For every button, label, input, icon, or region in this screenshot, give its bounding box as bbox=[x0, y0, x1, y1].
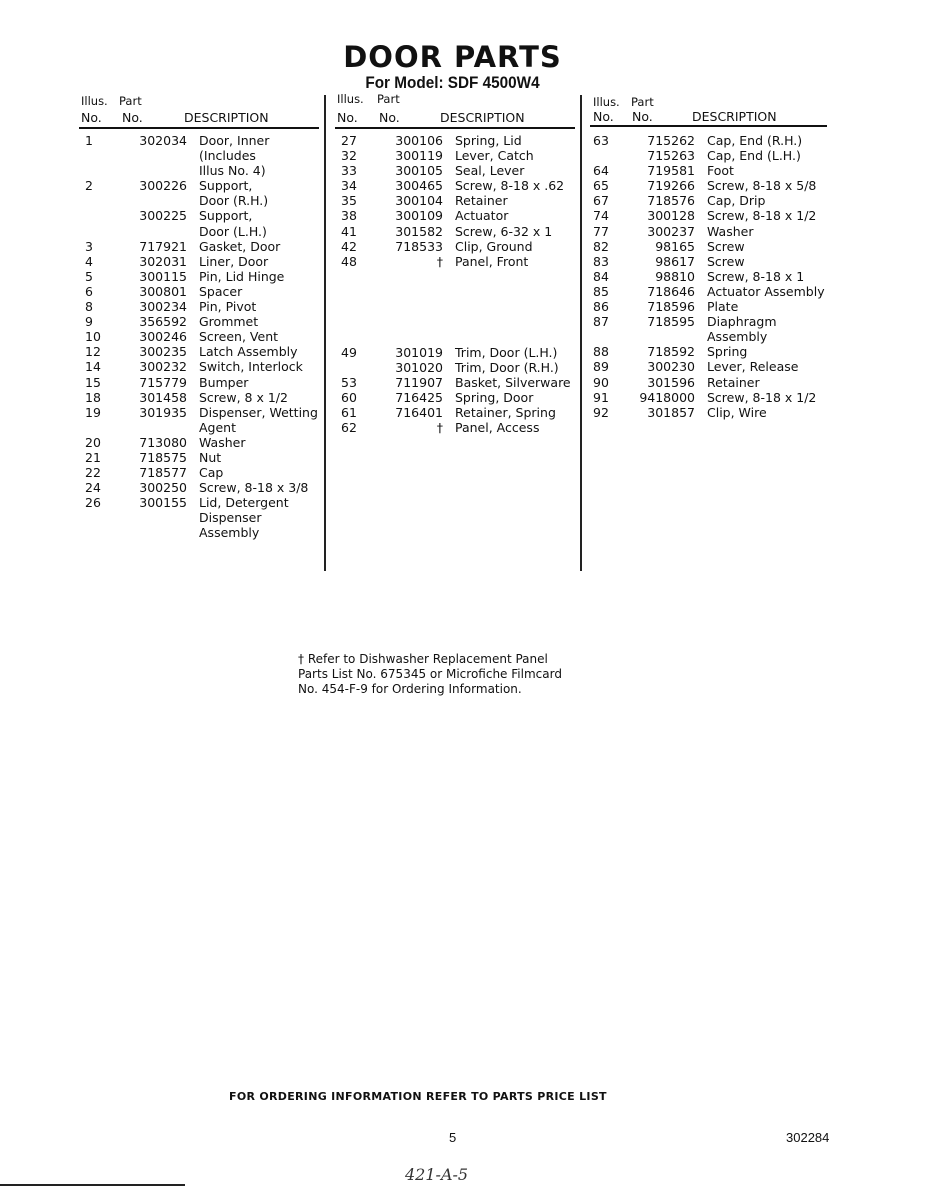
illus-number: 2 bbox=[85, 178, 93, 194]
part-number: 718576 bbox=[647, 193, 695, 209]
part-row bbox=[85, 450, 325, 465]
part-number: 300105 bbox=[395, 163, 443, 179]
part-row bbox=[593, 359, 833, 374]
part-row bbox=[85, 390, 325, 405]
illus-number: 18 bbox=[85, 389, 101, 405]
illus-number: 24 bbox=[85, 480, 101, 496]
part-number: 300465 bbox=[395, 178, 443, 194]
illus-number: 89 bbox=[593, 359, 609, 375]
illus-number: 12 bbox=[85, 344, 101, 360]
part-description: Door, Inner (Includes Illus No. 4) bbox=[199, 133, 270, 179]
illus-number: 61 bbox=[341, 405, 357, 421]
part-no-label: No. bbox=[122, 110, 143, 125]
no-label: No. bbox=[593, 109, 614, 124]
page-title: DOOR PARTS bbox=[343, 40, 562, 74]
part-number: 718646 bbox=[647, 283, 695, 299]
part-description: Lever, Catch bbox=[455, 148, 534, 164]
part-description: Actuator Assembly bbox=[707, 283, 825, 299]
part-description: Latch Assembly bbox=[199, 344, 298, 360]
part-number: 301857 bbox=[647, 404, 695, 420]
part-description: Spacer bbox=[199, 283, 243, 299]
part-row bbox=[593, 314, 833, 344]
part-description: Actuator bbox=[455, 208, 509, 224]
part-number: 98617 bbox=[655, 253, 695, 269]
part-number: 300237 bbox=[647, 223, 695, 239]
part-number: 300128 bbox=[647, 208, 695, 224]
part-description: Cap, End (L.H.) bbox=[707, 148, 801, 164]
part-row bbox=[593, 148, 833, 163]
illus-number: 77 bbox=[593, 223, 609, 239]
part-row bbox=[593, 163, 833, 178]
part-description: Nut bbox=[199, 449, 222, 465]
illus-number: 83 bbox=[593, 253, 609, 269]
illus-number: 20 bbox=[85, 434, 101, 450]
part-number: 300801 bbox=[139, 283, 187, 299]
illus-number: 63 bbox=[593, 133, 609, 148]
illus-number: 8 bbox=[85, 299, 93, 315]
no-label: No. bbox=[337, 110, 358, 125]
part-no-label: No. bbox=[379, 110, 400, 125]
part-number: 300115 bbox=[139, 268, 187, 284]
part-row bbox=[593, 405, 833, 420]
part-row bbox=[341, 375, 581, 390]
illus-number: 84 bbox=[593, 268, 609, 284]
part-number: 711907 bbox=[395, 375, 443, 391]
part-row bbox=[85, 314, 325, 329]
part-description: Support, Door (R.H.) bbox=[199, 178, 269, 209]
part-description: Liner, Door bbox=[199, 253, 269, 269]
part-number: 300225 bbox=[139, 208, 187, 224]
part-row bbox=[341, 224, 581, 239]
illus-number: 88 bbox=[593, 344, 609, 360]
header-rule bbox=[590, 125, 827, 127]
illus-number: 87 bbox=[593, 314, 609, 330]
illus-number: 38 bbox=[341, 208, 357, 224]
part-description: Diaphragm Assembly bbox=[707, 314, 777, 345]
model-subtitle: For Model: SDF 4500W4 bbox=[365, 73, 540, 92]
illus-number: 4 bbox=[85, 253, 93, 269]
part-number: 718575 bbox=[139, 449, 187, 465]
illus-number: 67 bbox=[593, 193, 609, 209]
part-number: 300246 bbox=[139, 329, 187, 345]
part-row bbox=[85, 208, 325, 238]
part-number: 356592 bbox=[139, 314, 187, 330]
illus-number: 5 bbox=[85, 268, 93, 284]
part-description: Grommet bbox=[199, 314, 259, 330]
ordering-note: FOR ORDERING INFORMATION REFER TO PARTS PRICE LIST bbox=[229, 1090, 607, 1103]
part-row bbox=[341, 390, 581, 405]
part-number: 718533 bbox=[395, 238, 443, 254]
part-description: Screw, 8-18 x 1/2 bbox=[707, 389, 817, 405]
part-description: Panel, Access bbox=[455, 420, 540, 436]
description-label: DESCRIPTION bbox=[184, 110, 269, 125]
part-number: 715263 bbox=[647, 148, 695, 164]
part-label: Part bbox=[377, 92, 400, 106]
part-description: Seal, Lever bbox=[455, 163, 525, 179]
part-description: Screw, 8-18 x 1 bbox=[707, 268, 805, 284]
part-row bbox=[593, 269, 833, 284]
part-number: 715779 bbox=[139, 374, 187, 390]
part-number: 713080 bbox=[139, 434, 187, 450]
part-number: 716401 bbox=[395, 405, 443, 421]
part-number: 715262 bbox=[647, 133, 695, 148]
part-row bbox=[593, 239, 833, 254]
illus-number: 48 bbox=[341, 253, 357, 269]
part-number: 716425 bbox=[395, 390, 443, 406]
part-number: 301019 bbox=[395, 345, 443, 360]
part-row bbox=[593, 133, 833, 148]
part-description: Panel, Front bbox=[455, 253, 529, 269]
part-row bbox=[85, 435, 325, 450]
part-row bbox=[341, 405, 581, 420]
illus-number: 33 bbox=[341, 163, 357, 179]
part-row bbox=[341, 254, 581, 269]
part-description: Trim, Door (L.H.) bbox=[455, 345, 558, 360]
part-number: 718577 bbox=[139, 465, 187, 481]
part-row bbox=[341, 193, 581, 208]
part-row bbox=[85, 344, 325, 359]
illus-number: 3 bbox=[85, 238, 93, 254]
part-number: 98165 bbox=[655, 238, 695, 254]
part-number: † bbox=[436, 420, 443, 436]
part-number: † bbox=[436, 253, 443, 269]
part-number: 98810 bbox=[655, 268, 695, 284]
part-number: 302031 bbox=[139, 253, 187, 269]
part-row bbox=[341, 148, 581, 163]
part-row bbox=[593, 224, 833, 239]
part-number: 300232 bbox=[139, 359, 187, 375]
part-row bbox=[341, 133, 581, 148]
part-row bbox=[593, 390, 833, 405]
part-description: Bumper bbox=[199, 374, 249, 390]
part-description: Washer bbox=[199, 434, 246, 450]
illus-number: 65 bbox=[593, 178, 609, 194]
part-description: Support, Door (L.H.) bbox=[199, 208, 267, 239]
part-description: Screw bbox=[707, 253, 745, 269]
part-row bbox=[85, 133, 325, 178]
part-row bbox=[341, 239, 581, 254]
part-row bbox=[85, 480, 325, 495]
part-number: 302034 bbox=[139, 133, 187, 148]
illus-number: 21 bbox=[85, 449, 101, 465]
part-number: 718596 bbox=[647, 299, 695, 315]
scan-artifact-line bbox=[0, 1184, 185, 1186]
illus-number: 64 bbox=[593, 163, 609, 179]
illus-number: 41 bbox=[341, 223, 357, 239]
part-description: Gasket, Door bbox=[199, 238, 281, 254]
parts-list-column-1 bbox=[85, 133, 325, 541]
illus-number: 90 bbox=[593, 374, 609, 390]
part-number: 300109 bbox=[395, 208, 443, 224]
parts-list-column-2-lower bbox=[341, 345, 581, 436]
part-row bbox=[85, 495, 325, 540]
no-label: No. bbox=[81, 110, 102, 125]
part-number: 301020 bbox=[395, 360, 443, 376]
part-description: Screw, 8-18 x 1/2 bbox=[707, 208, 817, 224]
parts-list-column-2 bbox=[341, 133, 581, 269]
illus-number: 32 bbox=[341, 148, 357, 164]
illus-number: 91 bbox=[593, 389, 609, 405]
part-row bbox=[593, 254, 833, 269]
part-description: Screw, 6-32 x 1 bbox=[455, 223, 553, 239]
panel-footnote: † Refer to Dishwasher Replacement Panel Parts List No. 675345 or Microfiche Filmcard No. 454-F-9 for Ordering Information. bbox=[298, 652, 562, 697]
part-description: Screw, 8-18 x 3/8 bbox=[199, 480, 309, 496]
part-row bbox=[85, 405, 325, 435]
part-description: Screw, 8 x 1/2 bbox=[199, 389, 288, 405]
part-row bbox=[593, 208, 833, 223]
part-number: 300250 bbox=[139, 480, 187, 496]
header-rule bbox=[335, 127, 575, 129]
part-description: Clip, Ground bbox=[455, 238, 533, 254]
illus-label: Illus. bbox=[593, 95, 620, 109]
illus-number: 53 bbox=[341, 375, 357, 391]
part-description: Cap, End (R.H.) bbox=[707, 133, 803, 148]
illus-number: 10 bbox=[85, 329, 101, 345]
part-row bbox=[341, 420, 581, 435]
illus-number: 60 bbox=[341, 390, 357, 406]
illus-number: 9 bbox=[85, 314, 93, 330]
part-row bbox=[593, 299, 833, 314]
illus-number: 86 bbox=[593, 299, 609, 315]
illus-number: 1 bbox=[85, 133, 93, 148]
part-description: Spring, Door bbox=[455, 390, 534, 406]
description-label: DESCRIPTION bbox=[692, 109, 777, 124]
part-number: 301458 bbox=[139, 389, 187, 405]
part-description: Spring bbox=[707, 344, 748, 360]
part-row bbox=[85, 375, 325, 390]
part-number: 719581 bbox=[647, 163, 695, 179]
part-row bbox=[85, 299, 325, 314]
illus-number: 49 bbox=[341, 345, 357, 360]
handwritten-note: 421-A-5 bbox=[405, 1165, 469, 1184]
illus-number: 34 bbox=[341, 178, 357, 194]
part-row bbox=[85, 465, 325, 480]
part-row bbox=[593, 284, 833, 299]
document-number: 302284 bbox=[786, 1130, 830, 1145]
header-rule bbox=[79, 127, 319, 129]
part-number: 300226 bbox=[139, 178, 187, 194]
illus-number: 85 bbox=[593, 283, 609, 299]
part-label: Part bbox=[119, 94, 142, 108]
illus-number: 74 bbox=[593, 208, 609, 224]
part-description: Cap bbox=[199, 465, 224, 481]
part-number: 300235 bbox=[139, 344, 187, 360]
part-row bbox=[593, 193, 833, 208]
part-row bbox=[85, 269, 325, 284]
part-no-label: No. bbox=[632, 109, 653, 124]
part-description: Cap, Drip bbox=[707, 193, 766, 209]
part-row bbox=[341, 178, 581, 193]
part-row bbox=[341, 208, 581, 223]
part-description: Plate bbox=[707, 299, 739, 315]
illus-label: Illus. bbox=[81, 94, 108, 108]
part-row bbox=[85, 239, 325, 254]
part-description: Basket, Silverware bbox=[455, 375, 571, 391]
part-number: 301596 bbox=[647, 374, 695, 390]
part-description: Spring, Lid bbox=[455, 133, 522, 148]
part-row bbox=[85, 254, 325, 269]
part-row bbox=[341, 163, 581, 178]
part-description: Dispenser, Wetting Agent bbox=[199, 404, 318, 435]
part-description: Retainer bbox=[707, 374, 760, 390]
illus-label: Illus. bbox=[337, 92, 364, 106]
illus-number: 62 bbox=[341, 420, 357, 436]
part-number: 9418000 bbox=[639, 389, 695, 405]
part-row bbox=[341, 360, 581, 375]
part-number: 719266 bbox=[647, 178, 695, 194]
part-number: 301582 bbox=[395, 223, 443, 239]
illus-number: 27 bbox=[341, 133, 357, 148]
description-label: DESCRIPTION bbox=[440, 110, 525, 125]
part-description: Retainer, Spring bbox=[455, 405, 556, 421]
part-description: Pin, Pivot bbox=[199, 299, 257, 315]
part-description: Switch, Interlock bbox=[199, 359, 303, 375]
part-description: Screw bbox=[707, 238, 745, 254]
part-number: 300106 bbox=[395, 133, 443, 148]
part-row bbox=[85, 359, 325, 374]
part-row bbox=[85, 329, 325, 344]
part-row bbox=[341, 345, 581, 360]
part-number: 300119 bbox=[395, 148, 443, 164]
part-number: 300155 bbox=[139, 495, 187, 511]
part-description: Retainer bbox=[455, 193, 508, 209]
part-description: Lid, Detergent Dispenser Assembly bbox=[199, 495, 289, 541]
part-description: Washer bbox=[707, 223, 754, 239]
part-description: Lever, Release bbox=[707, 359, 799, 375]
illus-number: 14 bbox=[85, 359, 101, 375]
part-description: Pin, Lid Hinge bbox=[199, 268, 285, 284]
illus-number: 22 bbox=[85, 465, 101, 481]
page-number: 5 bbox=[449, 1130, 457, 1145]
part-number: 301935 bbox=[139, 404, 187, 420]
part-description: Foot bbox=[707, 163, 734, 179]
illus-number: 19 bbox=[85, 404, 101, 420]
part-number: 717921 bbox=[139, 238, 187, 254]
part-number: 300104 bbox=[395, 193, 443, 209]
part-description: Screw, 8-18 x 5/8 bbox=[707, 178, 817, 194]
illus-number: 15 bbox=[85, 374, 101, 390]
part-description: Clip, Wire bbox=[707, 404, 767, 420]
part-description: Screen, Vent bbox=[199, 329, 279, 345]
part-label: Part bbox=[631, 95, 654, 109]
illus-number: 26 bbox=[85, 495, 101, 511]
part-row bbox=[85, 178, 325, 208]
part-number: 300230 bbox=[647, 359, 695, 375]
part-description: Screw, 8-18 x .62 bbox=[455, 178, 565, 194]
parts-list-column-3 bbox=[593, 133, 833, 420]
part-number: 300234 bbox=[139, 299, 187, 315]
part-row bbox=[593, 344, 833, 359]
part-row bbox=[593, 178, 833, 193]
part-number: 718592 bbox=[647, 344, 695, 360]
illus-number: 92 bbox=[593, 404, 609, 420]
illus-number: 42 bbox=[341, 238, 357, 254]
illus-number: 6 bbox=[85, 283, 93, 299]
part-row bbox=[593, 375, 833, 390]
part-number: 718595 bbox=[647, 314, 695, 330]
part-description: Trim, Door (R.H.) bbox=[455, 360, 559, 376]
illus-number: 82 bbox=[593, 238, 609, 254]
part-row bbox=[85, 284, 325, 299]
illus-number: 35 bbox=[341, 193, 357, 209]
